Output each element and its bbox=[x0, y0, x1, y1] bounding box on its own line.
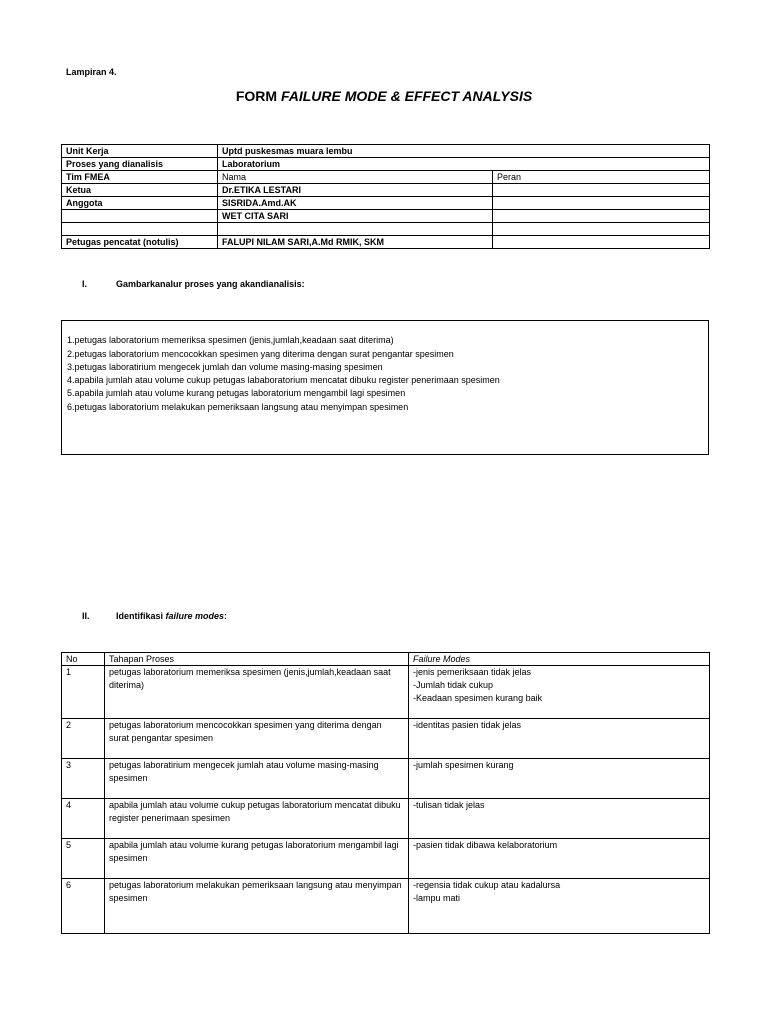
anggota-2-label bbox=[62, 210, 218, 223]
tim-label: Tim FMEA bbox=[62, 171, 218, 184]
info-row-proses bbox=[62, 158, 710, 171]
nama-header: Nama bbox=[218, 171, 493, 184]
attachment-label: Lampiran 4. bbox=[66, 67, 117, 77]
section-2-text-italic: failure modes bbox=[165, 611, 225, 621]
row-tahapan: petugas laboratirium mengecek jumlah atau volume masing-masing spesimen bbox=[105, 759, 409, 799]
section-1-number: I. bbox=[82, 279, 88, 289]
mode-item: -Keadaan spesimen kurang baik bbox=[413, 693, 543, 703]
notulis-label: Petugas pencatat (notulis) bbox=[62, 236, 218, 249]
row-tahapan: petugas laboratorium melakukan pemeriksaan langsung atau menyimpan spesimen bbox=[105, 879, 409, 934]
proses-value: Laboratorium bbox=[218, 158, 710, 171]
page-title bbox=[0, 88, 768, 104]
info-row-ketua bbox=[62, 184, 710, 197]
unit-kerja-value: Uptd puskesmas muara lembu bbox=[218, 145, 710, 158]
process-line-2: 2.petugas laboratorium mencocokkan spesimen yang diterima dengan surat pengantar spesimen bbox=[67, 349, 454, 359]
title-italic: FAILURE MODE & EFFECT ANALYSIS bbox=[280, 88, 533, 104]
notulis-value: FALUPI NILAM SARI,A.Md RMIK, SKM bbox=[218, 236, 493, 249]
anggota-1-peran bbox=[493, 197, 710, 210]
failure-modes-table bbox=[61, 652, 710, 934]
info-table bbox=[61, 144, 710, 249]
row-modes bbox=[409, 879, 710, 934]
info-row-anggota-2 bbox=[62, 210, 710, 223]
section-2-text-suffix: : bbox=[224, 611, 228, 621]
row-no: 1 bbox=[62, 666, 105, 719]
empty-value bbox=[218, 223, 493, 236]
header-tahapan: Tahapan Proses bbox=[105, 653, 409, 666]
header-no: No bbox=[62, 653, 105, 666]
mode-item: -jumlah spesimen kurang bbox=[413, 760, 514, 770]
section-2-heading bbox=[82, 611, 582, 623]
row-tahapan: petugas laboratorium mencocokkan spesimen yang diterima dengan surat pengantar spesimen bbox=[105, 719, 409, 759]
row-tahapan: apabila jumlah atau volume kurang petugas laboratorium mengambil lagi spesimen bbox=[105, 839, 409, 879]
table-row bbox=[62, 839, 710, 879]
row-modes bbox=[409, 719, 710, 759]
row-modes bbox=[409, 759, 710, 799]
info-row-notulis bbox=[62, 236, 710, 249]
row-no: 6 bbox=[62, 879, 105, 934]
row-modes bbox=[409, 799, 710, 839]
table-row bbox=[62, 759, 710, 799]
row-no: 3 bbox=[62, 759, 105, 799]
title-prefix: FORM bbox=[235, 88, 281, 104]
process-line-4: 4.apabila jumlah atau volume cukup petugas lababoratorium mencatat dibuku register penerimaan spesimen bbox=[67, 375, 500, 385]
section-1-text: Gambarkanalur proses yang akandianalisis: bbox=[116, 279, 305, 289]
mode-item: -identitas pasien tidak jelas bbox=[413, 720, 522, 730]
failure-table-header bbox=[62, 653, 710, 666]
table-row bbox=[62, 799, 710, 839]
ketua-peran bbox=[493, 184, 710, 197]
header-failure-modes: Failure Modes bbox=[409, 653, 710, 666]
mode-item: -lampu mati bbox=[413, 893, 461, 903]
mode-item: -tulisan tidak jelas bbox=[413, 800, 485, 810]
anggota-2-value: WET CITA SARI bbox=[218, 210, 493, 223]
empty-label bbox=[62, 223, 218, 236]
mode-item: -pasien tidak dibawa kelaboratorium bbox=[413, 840, 558, 850]
row-no: 5 bbox=[62, 839, 105, 879]
anggota-label: Anggota bbox=[62, 197, 218, 210]
process-line-1: 1.petugas laboratorium memeriksa spesimen (jenis,jumlah,keadaan saat diterima) bbox=[67, 335, 394, 345]
proses-label: Proses yang dianalisis bbox=[62, 158, 218, 171]
row-modes bbox=[409, 839, 710, 879]
row-tahapan: apabila jumlah atau volume cukup petugas laboratorium mencatat dibuku register penerimaan spesimen bbox=[105, 799, 409, 839]
info-row-empty bbox=[62, 223, 710, 236]
section-2-text bbox=[116, 611, 227, 621]
anggota-1-value: SISRIDA.Amd.AK bbox=[218, 197, 493, 210]
mode-item: -jenis pemeriksaan tidak jelas bbox=[413, 667, 532, 677]
mode-item: -regensia tidak cukup atau kadalursa bbox=[413, 880, 561, 890]
section-2-number: II. bbox=[82, 611, 90, 621]
notulis-peran bbox=[493, 236, 710, 249]
anggota-2-peran bbox=[493, 210, 710, 223]
section-1-heading bbox=[82, 279, 582, 291]
unit-kerja-label: Unit Kerja bbox=[62, 145, 218, 158]
table-row bbox=[62, 666, 710, 719]
row-tahapan: petugas laboratorium memeriksa spesimen (jenis,jumlah,keadaan saat diterima) bbox=[105, 666, 409, 719]
ketua-value: Dr.ETIKA LESTARI bbox=[218, 184, 493, 197]
table-row bbox=[62, 879, 710, 934]
info-row-unit bbox=[62, 145, 710, 158]
process-flow-box bbox=[61, 320, 709, 455]
process-line-3: 3.petugas laboratirium mengecek jumlah dan volume masing-masing spesimen bbox=[67, 362, 383, 372]
ketua-label: Ketua bbox=[62, 184, 218, 197]
row-modes bbox=[409, 666, 710, 719]
row-no: 4 bbox=[62, 799, 105, 839]
table-row bbox=[62, 719, 710, 759]
mode-item: -Jumlah tidak cukup bbox=[413, 680, 494, 690]
section-2-text-prefix: Identifikasi bbox=[116, 611, 166, 621]
info-row-tim bbox=[62, 171, 710, 184]
empty-peran bbox=[493, 223, 710, 236]
info-row-anggota-1 bbox=[62, 197, 710, 210]
peran-header: Peran bbox=[493, 171, 710, 184]
process-line-5: 5.apabila jumlah atau volume kurang petugas laboratorium mengambil lagi spesimen bbox=[67, 388, 406, 398]
row-no: 2 bbox=[62, 719, 105, 759]
process-line-6: 6.petugas laboratorium melakukan pemeriksaan langsung atau menyimpan spesimen bbox=[67, 402, 409, 412]
